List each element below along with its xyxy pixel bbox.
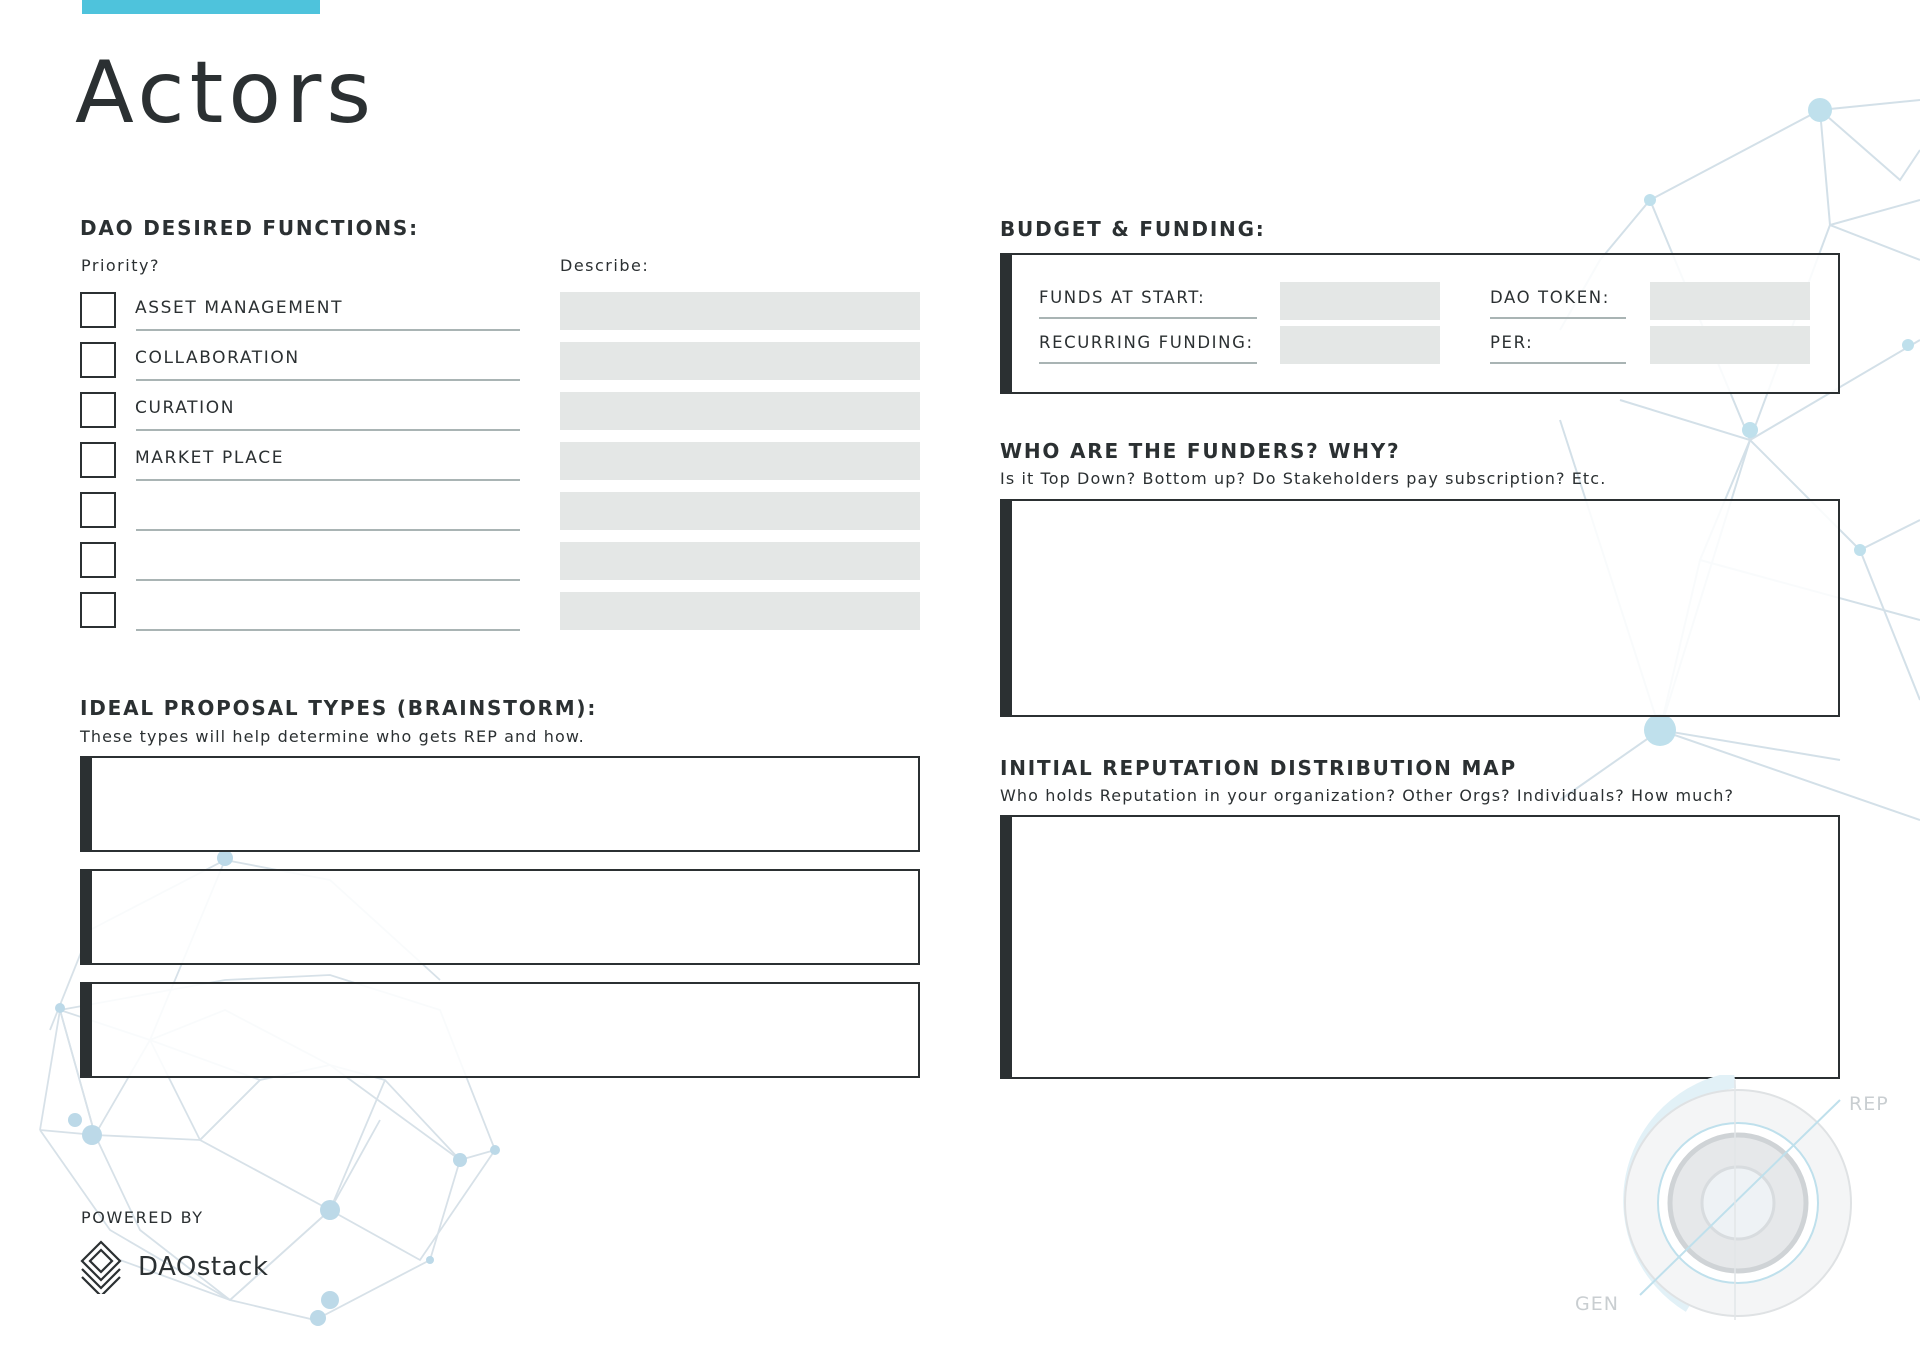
- priority-checkbox[interactable]: [80, 542, 116, 578]
- function-label: CURATION: [135, 398, 236, 418]
- dao-token-underline: [1490, 317, 1626, 319]
- funders-heading: WHO ARE THE FUNDERS? WHY?: [1000, 439, 1401, 463]
- function-describe-field[interactable]: [560, 442, 920, 480]
- function-underline: [136, 329, 520, 331]
- priority-label: Priority?: [81, 256, 160, 275]
- function-row: [80, 342, 920, 382]
- dao-token-label: DAO TOKEN:: [1490, 288, 1610, 307]
- function-label: ASSET MANAGEMENT: [135, 298, 344, 318]
- function-describe-field[interactable]: [560, 542, 920, 580]
- function-describe-field[interactable]: [560, 392, 920, 430]
- dao-token-field[interactable]: [1650, 282, 1810, 320]
- per-label: PER:: [1490, 333, 1534, 352]
- function-label: MARKET PLACE: [135, 448, 285, 468]
- function-row: [80, 442, 920, 482]
- function-row: [80, 492, 920, 532]
- function-underline: [136, 529, 520, 531]
- reputation-heading: INITIAL REPUTATION DISTRIBUTION MAP: [1000, 756, 1517, 780]
- priority-checkbox[interactable]: [80, 492, 116, 528]
- priority-checkbox[interactable]: [80, 442, 116, 478]
- function-underline: [136, 429, 520, 431]
- funds-at-start-field[interactable]: [1280, 282, 1440, 320]
- recurring-funding-underline: [1039, 362, 1257, 364]
- function-row: [80, 542, 920, 582]
- priority-checkbox[interactable]: [80, 342, 116, 378]
- priority-checkbox[interactable]: [80, 292, 116, 328]
- proposal-box[interactable]: [80, 982, 920, 1078]
- function-describe-field[interactable]: [560, 592, 920, 630]
- brand-name: DAOstack: [138, 1252, 269, 1282]
- page-title: Actors: [75, 43, 377, 143]
- recurring-funding-label: RECURRING FUNDING:: [1039, 333, 1254, 352]
- budget-heading: BUDGET & FUNDING:: [1000, 217, 1266, 241]
- function-row: [80, 592, 920, 632]
- powered-by-label: POWERED BY: [81, 1208, 204, 1227]
- per-field[interactable]: [1650, 326, 1810, 364]
- functions-heading: DAO DESIRED FUNCTIONS:: [80, 216, 419, 240]
- funds-at-start-underline: [1039, 317, 1257, 319]
- function-describe-field[interactable]: [560, 492, 920, 530]
- proposal-box[interactable]: [80, 869, 920, 965]
- proposals-subtitle: These types will help determine who gets REP and how.: [80, 727, 585, 746]
- function-describe-field[interactable]: [560, 342, 920, 380]
- function-underline: [136, 479, 520, 481]
- function-row: [80, 392, 920, 432]
- describe-label: Describe:: [560, 256, 650, 275]
- proposal-box[interactable]: [80, 756, 920, 852]
- function-underline: [136, 379, 520, 381]
- function-row: [80, 292, 920, 332]
- budget-box: [1000, 253, 1840, 394]
- reputation-subtitle: Who holds Reputation in your organization? Other Orgs? Individuals? How much?: [1000, 786, 1735, 805]
- proposals-heading: IDEAL PROPOSAL TYPES (BRAINSTORM):: [80, 696, 598, 720]
- function-label: COLLABORATION: [135, 348, 300, 368]
- recurring-funding-field[interactable]: [1280, 326, 1440, 364]
- reputation-box[interactable]: [1000, 815, 1840, 1079]
- per-underline: [1490, 362, 1626, 364]
- daostack-logo-icon: [80, 1240, 122, 1294]
- priority-checkbox[interactable]: [80, 592, 116, 628]
- rep-label: REP: [1849, 1093, 1889, 1115]
- function-describe-field[interactable]: [560, 292, 920, 330]
- funders-box[interactable]: [1000, 499, 1840, 717]
- function-underline: [136, 579, 520, 581]
- accent-bar: [82, 0, 320, 14]
- priority-checkbox[interactable]: [80, 392, 116, 428]
- gen-label: GEN: [1575, 1293, 1619, 1315]
- funders-subtitle: Is it Top Down? Bottom up? Do Stakeholders pay subscription? Etc.: [1000, 469, 1607, 488]
- funds-at-start-label: FUNDS AT START:: [1039, 288, 1206, 307]
- function-underline: [136, 629, 520, 631]
